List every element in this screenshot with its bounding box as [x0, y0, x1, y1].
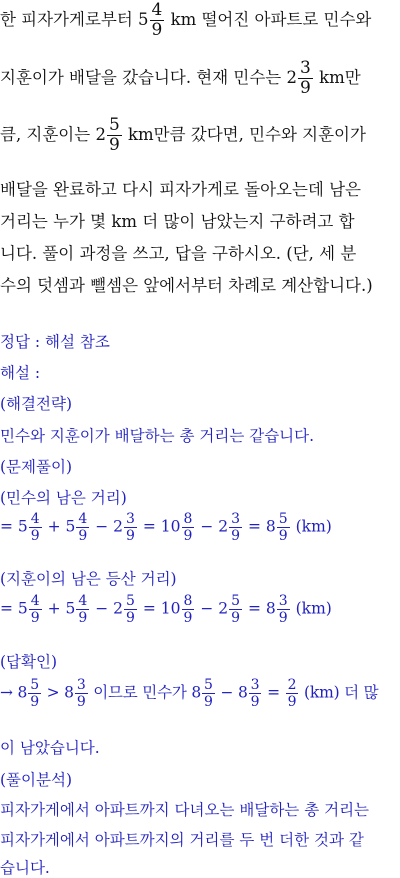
fraction: $\frac{4}{9}$ [78, 593, 88, 626]
answer-label: 정답 : 해설 참조 [0, 333, 110, 351]
check-heading: (답확인) [0, 653, 58, 671]
fraction: $\frac{4}{9}$ [151, 0, 163, 40]
analysis-heading: (풀이분석) [0, 771, 72, 789]
question-line-4: 배달을 완료하고 다시 피자가게로 돌아오는데 남은 [0, 180, 361, 199]
question-line-6: 니다. 풀이 과정을 쓰고, 답을 구하시오. (단, 세 분 [0, 244, 357, 263]
fraction: $\frac{2}{9}$ [287, 677, 297, 710]
analysis-line-3: 습니다. [0, 859, 50, 877]
strategy-text: 민수와 지훈이가 배달하는 총 거리는 같습니다. [0, 427, 315, 445]
explain-label: 해설 : [0, 364, 41, 382]
jihun-equation: = 5 $\frac{4}{9}$ + 5 $\frac{4}{9}$ − 2 $\frac{5}{9}$ = 10 $\frac{8}{9}$ − 2 $\frac{5}{9}$ = 8 $\frac{3}{9}$ (km) [0, 593, 332, 626]
fraction: $\frac{3}{9}$ [231, 511, 241, 544]
minsu-heading: (민수의 남은 거리) [0, 489, 127, 507]
check-equation: → 8 $\frac{5}{9}$ > 8 $\frac{3}{9}$ 이므로 민수가 8 $\frac{5}{9}$ − 8 $\frac{3}{9}$ = $\frac{2}{9}$ (km) 더 많 [0, 677, 379, 710]
fraction: $\frac{5}{9}$ [108, 115, 120, 155]
fraction: $\frac{4}{9}$ [78, 511, 88, 544]
fraction: $\frac{5}{9}$ [204, 677, 213, 710]
fraction: $\frac{8}{9}$ [183, 511, 193, 544]
fraction: $\frac{4}{9}$ [30, 511, 40, 544]
analysis-line-1: 피자가게에서 아파트까지 다녀오는 배달하는 총 거리는 [0, 801, 370, 819]
fraction: $\frac{3}{9}$ [278, 593, 288, 626]
fraction: $\frac{3}{9}$ [250, 677, 260, 710]
question-line-7: 수의 덧셈과 뺄셈은 앞에서부터 차례로 계산합니다.) [0, 276, 373, 295]
fraction: $\frac{4}{9}$ [30, 593, 40, 626]
question-line-3: 큼, 지훈이는 2 $\frac{5}{9}$ km만큼 갔다면, 민수와 지훈이가 [0, 115, 366, 155]
question-line-1: 한 피자가게로부터 5 $\frac{4}{9}$ km 떨어진 아파트로 민수와 [0, 0, 372, 40]
strategy-heading: (해결전략) [0, 395, 72, 413]
fraction: $\frac{5}{9}$ [278, 511, 288, 544]
fraction: $\frac{5}{9}$ [231, 593, 241, 626]
fraction: $\frac{8}{9}$ [183, 593, 193, 626]
fraction: $\frac{5}{9}$ [126, 593, 135, 626]
fraction: $\frac{3}{9}$ [126, 511, 135, 544]
solve-heading: (문제풀이) [0, 458, 72, 476]
question-line-2: 지훈이가 배달을 갔습니다. 현재 민수는 2 $\frac{3}{9}$ km만 [0, 58, 361, 98]
fraction: $\frac{3}{9}$ [300, 58, 311, 98]
fraction: $\frac{3}{9}$ [76, 677, 86, 710]
check-tail: 이 남았습니다. [0, 739, 100, 757]
minsu-equation: = 5 $\frac{4}{9}$ + 5 $\frac{4}{9}$ − 2 $\frac{3}{9}$ = 10 $\frac{8}{9}$ − 2 $\frac{3}{9}$ = 8 $\frac{5}{9}$ (km) [0, 511, 332, 544]
jihun-heading: (지훈이의 남은 등산 거리) [0, 570, 177, 588]
analysis-line-2: 피자가게에서 아파트까지의 거리를 두 번 더한 것과 같 [0, 831, 364, 849]
fraction: $\frac{5}{9}$ [30, 677, 39, 710]
question-line-5: 거리는 누가 몇 km 더 많이 남았는지 구하려고 합 [0, 212, 355, 231]
